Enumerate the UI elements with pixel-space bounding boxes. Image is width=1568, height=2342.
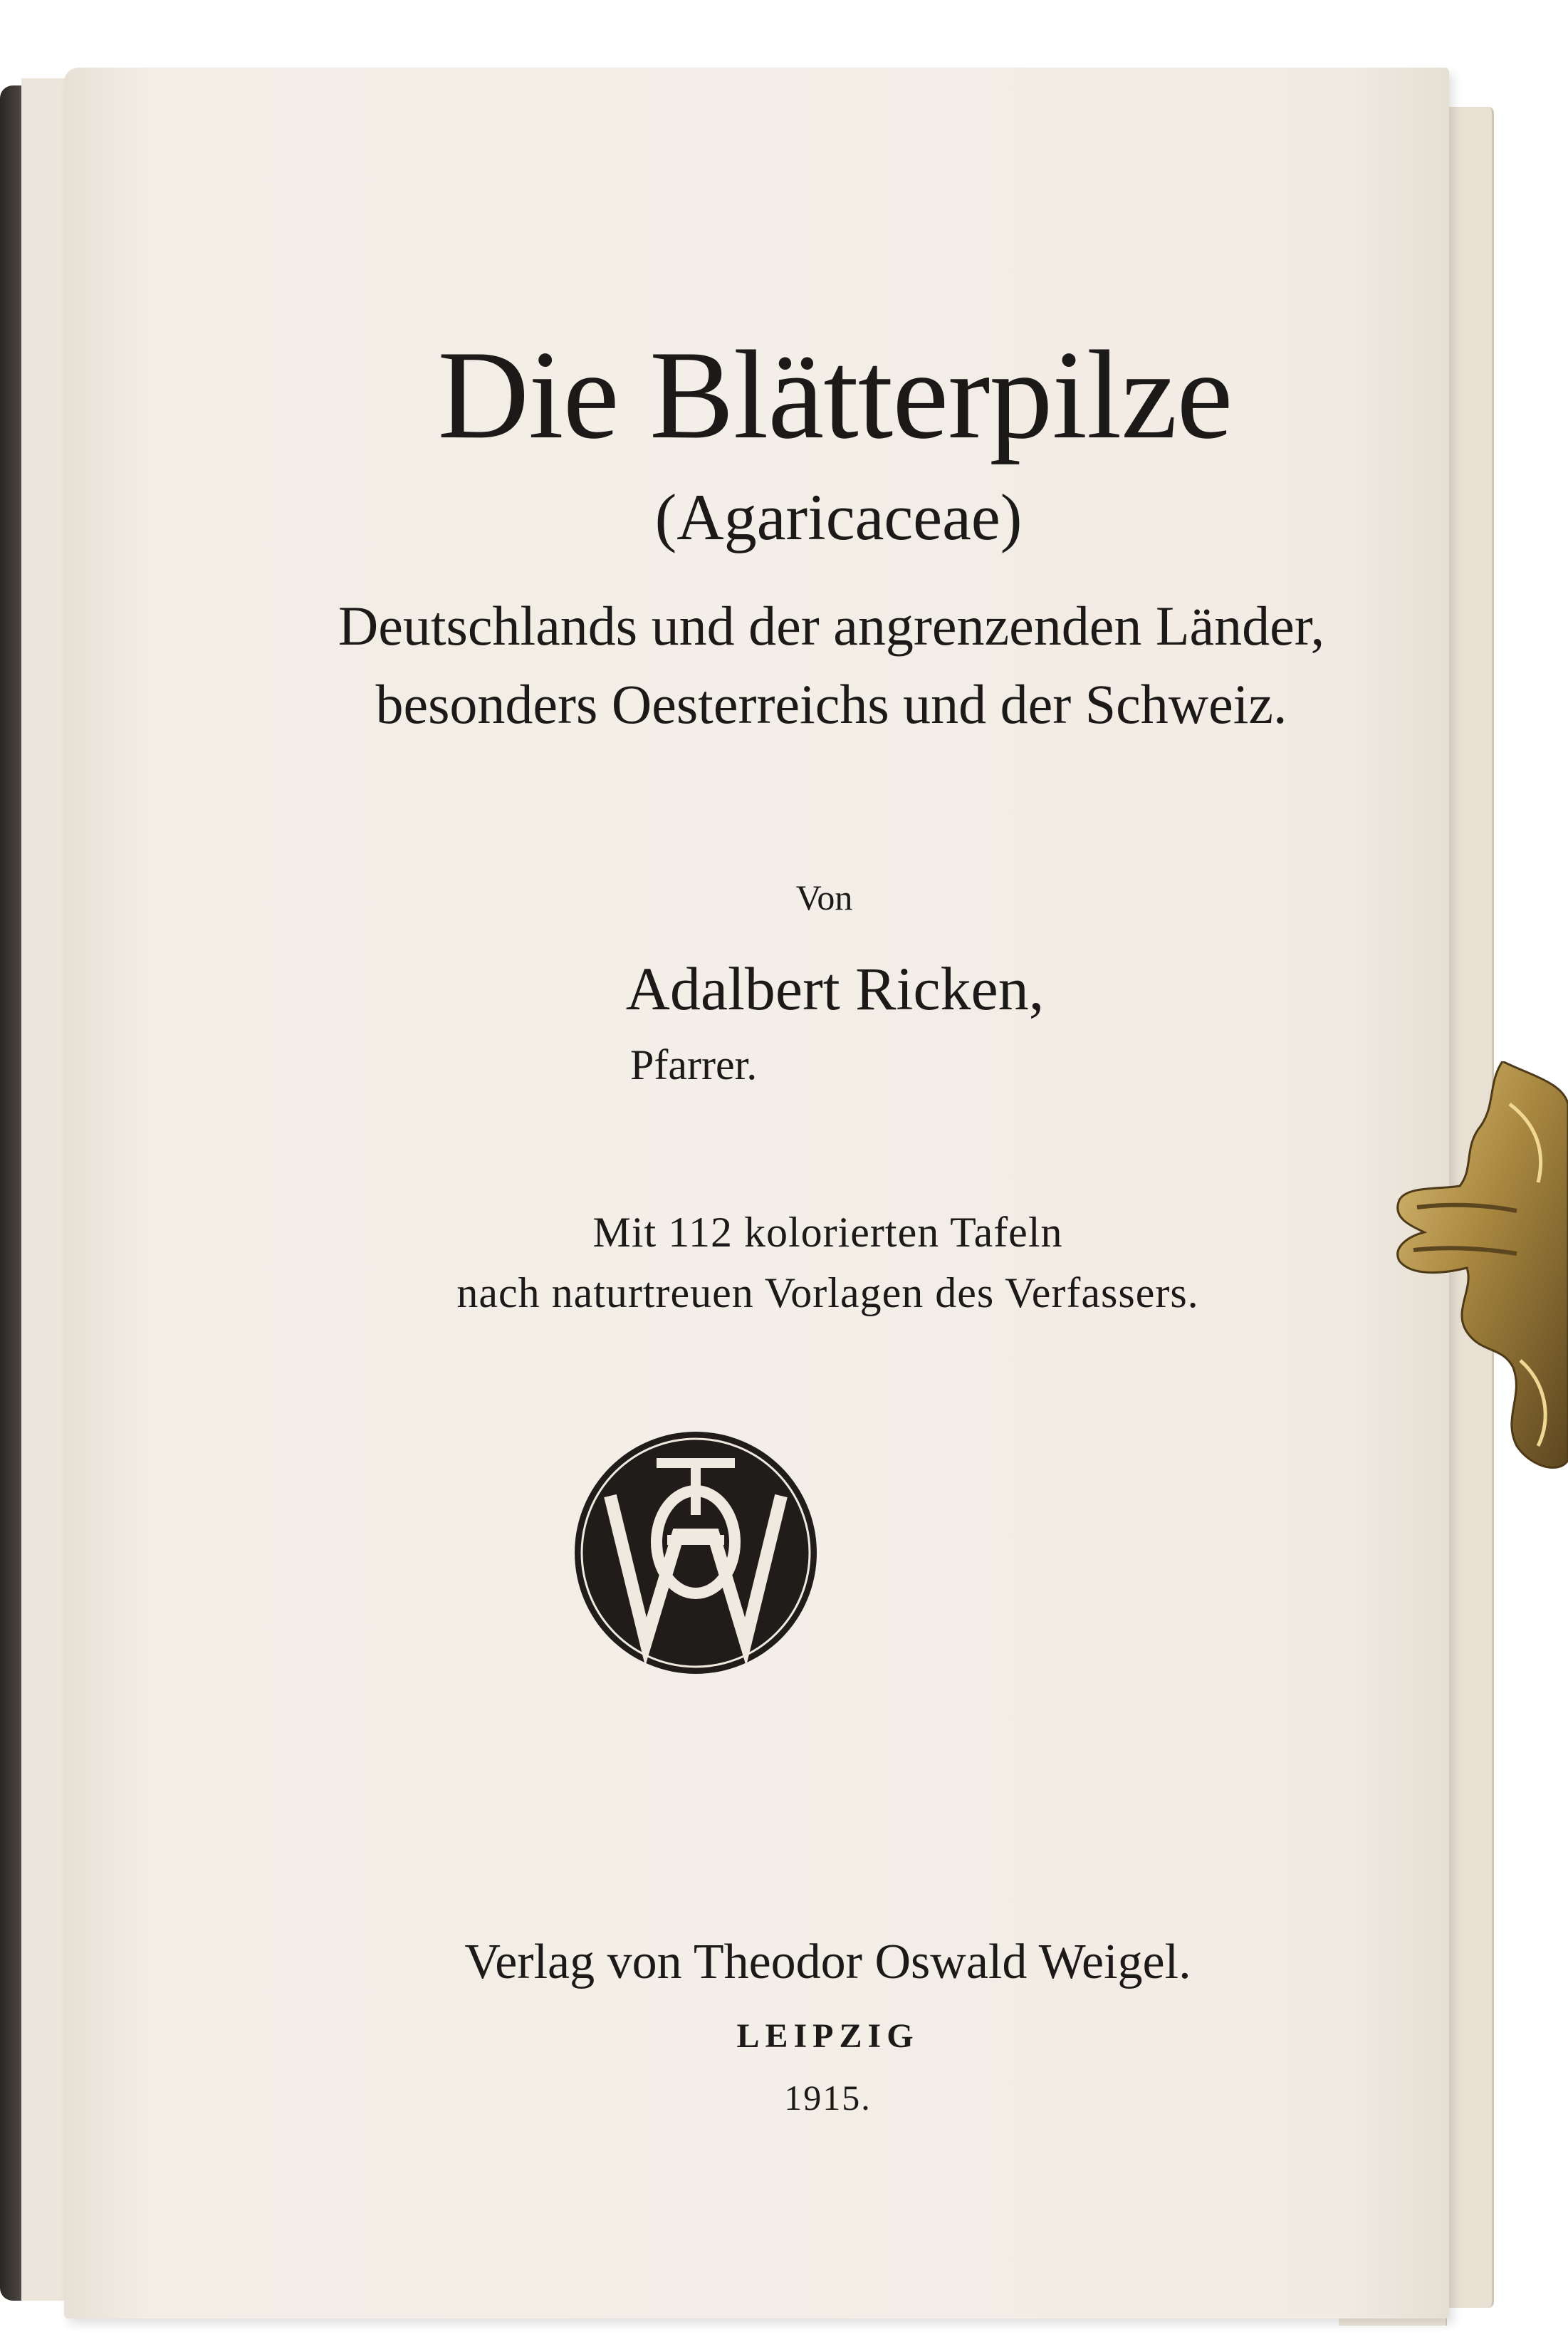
description-line-2: besonders Oesterreichs und der Schweiz. [375,673,1287,735]
publication-city: LEIPZIG [736,2017,919,2055]
description-line-1: Deutschlands und der angrenzenden Länder, [338,595,1325,657]
publication-year: 1915. [784,2078,872,2118]
brass-clasp-icon [1396,1061,1568,1474]
publisher-name: Verlag von Theodor Oswald Weigel. [464,1935,1191,1989]
book-subtitle: (Agaricaceae) [654,481,1023,553]
plates-line-2: nach naturtreuen Vorlagen des Verfassers. [456,1269,1199,1316]
publisher-monogram-icon [571,1428,820,1677]
plates-line-1: Mit 112 kolorierten Tafeln [592,1209,1063,1256]
author-name: Adalbert Ricken, [625,954,1045,1023]
author-title: Pfarrer. [630,1041,758,1088]
book-title: Die Blätterpilze [437,324,1233,465]
by-label: Von [795,878,853,917]
title-page [64,68,1449,2318]
